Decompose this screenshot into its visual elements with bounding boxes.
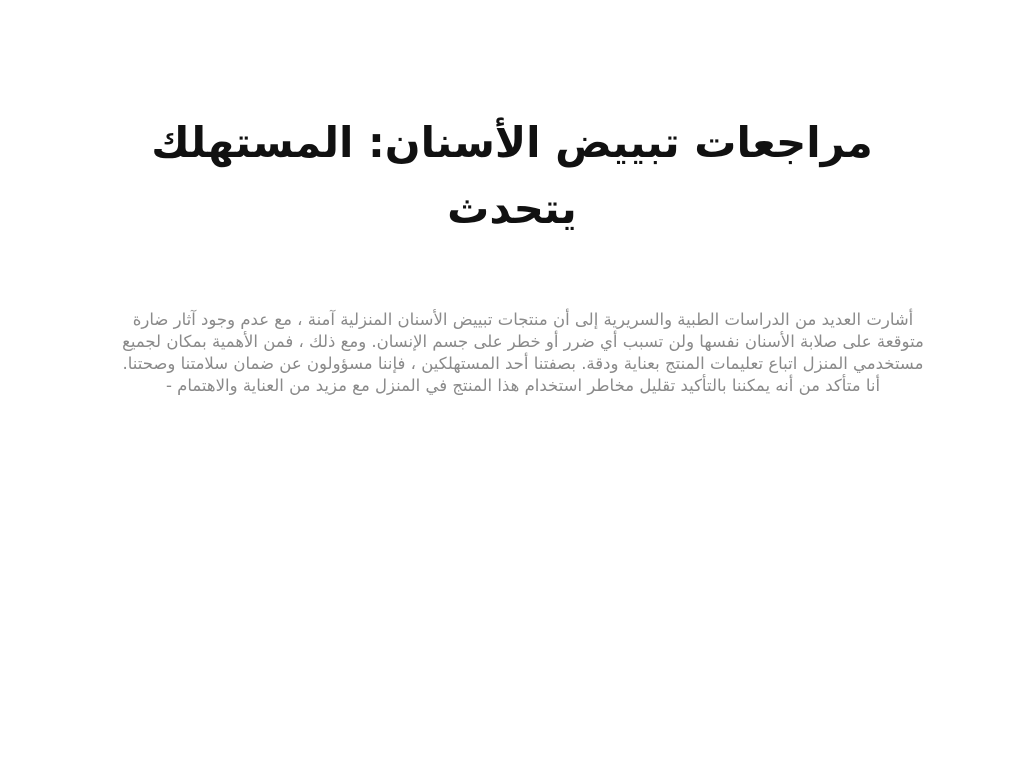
slide-body-text: أشارت العديد من الدراسات الطبية والسريرية إلى أن منتجات تبييض الأسنان المنزلية آمنة ، مع عدم وجود آثار ضارة متوقعة على صلابة الأسنان نفسها ولن تسبب أي ضرر أو خطر على جسم الإنسان. ومع ذلك ، فمن الأهمية بمكان لجميع مستخدمي المنزل اتباع تعليمات المنتج بعناية ودقة. بصفتنا أحد المستهلكين ، فإننا مسؤولون عن ضمان سلامتنا وصحتنا. أنا متأكد من أنه يمكننا بالتأكيد تقليل مخاطر استخدام هذا المنتج في المنزل مع مزيد من العناية والاهتمام - xyxy=(122,310,924,395)
slide-title: مراجعات تبييض الأسنان: المستهلك يتحدث xyxy=(151,118,873,233)
